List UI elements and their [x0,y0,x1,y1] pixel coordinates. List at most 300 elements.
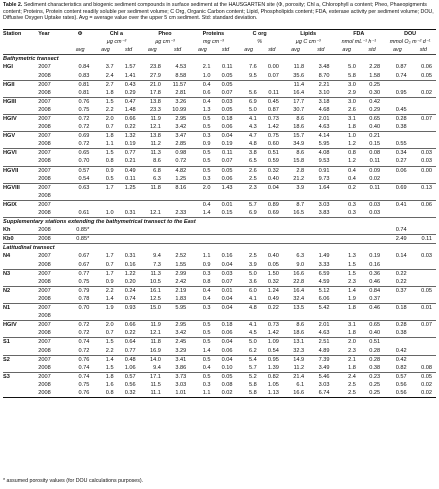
station-cell: N4 [3,253,11,260]
table-row [3,338,436,347]
value-cell: 8.58 [175,72,187,79]
year-cell: 2007 [38,132,67,141]
year-cell: 2008 [38,72,51,79]
table-row [3,321,436,330]
subhead-avg: avg [283,46,308,55]
value-cell: 0.75 [78,381,90,388]
value-cell: 0.89 [261,200,283,209]
year-cell: 2008 [38,389,67,398]
value-cell: 8.70 [318,72,330,79]
value-cell: 5.7 [237,200,261,209]
value-cell: 3.03 [318,381,330,388]
value-cell: 0.56 [384,389,410,398]
value-cell: 0.66 [118,321,140,330]
value-cell: 2.3 [237,183,261,192]
value-cell: 0.06 [384,166,410,175]
value-cell: 11.3 [140,269,165,278]
value-cell: 0.05 [221,106,233,113]
footnote: * assumed porosity values (for DOU calculations purposes). [3,478,144,484]
value-cell: 3.0 [333,97,359,106]
value-cell: 5.2 [237,372,261,381]
value-cell: 8.6 [283,149,308,158]
value-cell [411,106,436,115]
value-cell: 0.25 [369,381,381,388]
value-cell: 1.55 [175,261,187,268]
section-title: Supplementary stations extending the bathymetrical transect to the East [3,218,436,227]
value-cell: 0.11 [411,235,436,244]
value-cell [384,261,410,270]
value-cell: 0.5 [190,372,214,381]
table-row [3,89,436,98]
station-cell: HGIV [3,321,38,330]
station-cell: N1 [3,304,38,313]
value-cell [118,312,140,321]
value-cell: 0.76 [67,389,93,398]
value-cell: 1.4 [202,210,211,217]
value-cell: 1.5 [105,364,114,371]
value-cell: 1.4 [202,347,211,354]
value-cell: 2.8 [283,166,308,175]
station-cell [3,312,38,321]
value-cell: 11.2 [150,141,161,148]
value-cell [118,226,140,235]
station-cell [3,71,38,80]
value-cell: 0.84 [360,286,384,295]
value-cell: 0.91 [308,166,333,175]
value-cell [411,192,436,201]
value-cell: 0.72 [78,330,90,337]
value-cell: 0.20 [124,278,136,285]
value-cell: 1.8 [348,124,356,131]
value-cell [411,329,436,338]
value-cell: 0.85* [76,227,90,234]
value-cell: 0.05 [267,261,279,268]
value-cell: 4.08 [308,149,333,158]
table-row [3,295,436,304]
value-cell: 1.6 [105,381,114,388]
value-cell: 11.2 [293,364,305,371]
value-cell: 2.0 [333,338,359,347]
table-body [3,55,436,398]
value-cell: 2.45 [165,338,190,347]
value-cell: 3.42 [175,330,187,337]
year-cell: 2007 [38,149,67,158]
value-cell: 0.24 [118,286,140,295]
value-cell: 2.51 [308,338,333,347]
value-cell: 0.37 [384,286,410,295]
value-cell: 0.16 [221,253,233,260]
value-cell: 0.4 [190,97,214,106]
value-cell: 0.65 [67,149,93,158]
value-cell: 0.07 [267,72,279,79]
value-cell: 21.4 [283,372,308,381]
table-row [3,140,436,149]
table-row [3,209,436,218]
table-row [3,175,436,184]
caption-text: Sediment characteristics and biogenic sediment compounds in surface sediment at the HAUSGARTEN site (Φ, porosity; Chl a, Chlorophyll a content; Pheo, Phaeopigments content; Proteins, Protein content readily soluble per sediment volume; C Org, Organic Carbon content; Lipid, Phospholipids content; FDA, esterase activity per sediment volume; DOU, Diffusive Oxygen Uptake rates). Avg = average value over the upper 5 cm sediment. Std: standard deviation. [3,2,434,22]
value-cell: 6.3 [153,175,161,182]
value-cell: 0.83 [78,72,90,79]
year-cell: 2007 [38,304,67,313]
value-cell: 1.8 [348,364,356,371]
station-cell: N2 [3,286,38,295]
value-cell [67,312,93,321]
subhead-avg: avg [190,46,214,55]
value-cell [118,200,140,209]
value-cell: 5.12 [308,286,333,295]
value-cell: 0.40 [267,253,279,260]
value-cell: 1.3 [202,106,211,113]
table-row [3,346,436,355]
value-cell [165,226,190,235]
value-cell: 0.03 [214,97,236,106]
value-cell: 16.4 [283,286,308,295]
value-cell: 4.8 [248,141,257,148]
value-cell: 0.04 [214,304,236,313]
table-row [3,235,436,244]
value-cell [190,192,214,201]
value-cell: 3.83 [318,210,330,217]
value-cell: 1.09 [261,338,283,347]
value-cell: 4.63 [318,124,330,131]
value-cell: 0.08 [360,149,384,158]
value-cell [333,235,359,244]
value-cell: 0.48 [118,355,140,364]
value-cell: 0.82 [261,372,283,381]
value-cell: 0.04 [214,132,236,141]
value-cell: 0.93 [118,304,140,313]
subhead-std: std [118,46,140,55]
value-cell: 0.07 [221,89,233,96]
station-cell: HGIX [3,200,38,209]
value-cell: 2.2 [105,106,114,113]
value-cell: 0.57 [118,372,140,381]
value-cell [283,192,308,201]
value-cell: 2.5 [348,381,356,388]
value-cell: 0.22 [124,124,136,131]
value-cell: 6.74 [308,389,333,398]
unit-chl: µg cm⁻³ [106,39,127,46]
value-cell: 0.42 [384,355,410,364]
value-cell: 0.07 [221,158,233,165]
value-cell: 0.3 [190,132,214,141]
value-cell [140,312,165,321]
value-cell: 0.79 [67,286,93,295]
year-cell: 2008 [38,158,51,165]
value-cell: 0.4 [202,295,211,302]
subhead-std: std [411,46,436,55]
value-cell [118,192,140,201]
value-cell: 0.11 [214,149,236,158]
value-cell: 0.22 [395,278,407,285]
value-cell: 16.5 [293,210,305,217]
value-cell: 0.51 [261,149,283,158]
value-cell: 0.03 [360,200,384,209]
subhead-std: std [165,46,190,55]
value-cell: 0.25 [360,389,384,398]
value-cell: 1.7 [93,183,117,192]
table-row [3,381,436,389]
value-cell: 4.5 [248,330,257,337]
value-cell: 0.21 [360,132,384,141]
value-cell: 0.30 [369,89,381,96]
year-cell: 2008 [38,192,51,199]
value-cell: 8.6 [283,114,308,123]
station-cell [3,157,38,166]
value-cell [261,235,283,244]
value-cell: 2.5 [248,175,257,182]
value-cell: 1.64 [308,183,333,192]
value-cell: 0.32 [267,278,279,285]
value-cell: 0.77 [124,347,136,354]
year-cell: 2007 [38,286,67,295]
value-cell: 9.0 [296,261,305,268]
value-cell: 2.0 [93,321,117,330]
value-cell: 2.7 [93,80,117,89]
value-cell: 30.7 [293,106,305,113]
value-cell: 1.5 [348,261,356,268]
value-cell: 9.4 [153,364,161,371]
value-cell: 0.51 [360,338,384,347]
value-cell [384,175,410,184]
table-row [3,149,436,158]
value-cell: 1.13 [261,389,283,398]
unit-lipids: µg C cm⁻³ [295,39,321,46]
year-cell: 2007 [38,269,67,278]
value-cell: 0.22 [124,330,136,337]
value-cell: 0.28 [384,114,410,123]
value-cell: 3.03 [175,381,187,388]
value-cell: 5.8 [237,389,261,398]
value-cell: 0.00 [411,166,436,175]
value-cell: 0.4 [333,166,359,175]
value-cell [384,295,410,304]
value-cell [384,209,410,218]
value-cell: 0.67 [78,261,90,268]
subhead-avg: avg [237,46,261,55]
value-cell: 0.74 [395,227,407,234]
value-cell [283,226,308,235]
value-cell: 0.61 [78,210,90,217]
value-cell: 0.22 [384,269,410,278]
value-cell: 0.45 [395,106,407,113]
year-cell: 2008 [38,330,51,337]
value-cell: 2.2 [93,286,117,295]
value-cell: 1.7 [93,269,117,278]
data-table [3,29,436,398]
value-cell: 0.10 [221,364,233,371]
value-cell: 0.49 [118,166,140,175]
value-cell [411,140,436,149]
year-cell: 2007 [38,166,67,175]
value-cell: 1.41 [124,72,136,79]
value-cell: 1.8 [93,132,117,141]
value-cell: 0.65 [360,114,384,123]
value-cell: 0.8 [105,158,114,165]
header-proteins: Proteins [190,30,236,39]
value-cell: 4.14 [308,132,333,141]
value-cell: 3.9 [248,261,257,268]
year-cell: 2008 [38,313,51,320]
value-cell: 9.53 [318,158,330,165]
value-cell: 1.39 [267,364,279,371]
table-header [3,30,436,55]
table-row [3,389,436,398]
value-cell: 4.1 [248,295,257,302]
value-cell: 0.84 [78,64,90,71]
value-cell: 1.83 [175,295,187,302]
value-cell: 0.07 [411,114,436,123]
value-cell: 0.09 [360,166,384,175]
value-cell: 0.74 [67,338,93,347]
value-cell: 0.07 [411,321,436,330]
value-cell [118,235,140,244]
value-cell: 6.3 [296,253,305,260]
value-cell: 15.7 [283,132,308,141]
value-cell: 21.2 [293,175,305,182]
value-cell: 16.9 [150,347,161,354]
value-cell: 5.8 [348,72,356,79]
value-cell [384,97,410,106]
value-cell: 0.01 [214,200,236,209]
value-cell: 1.8 [105,89,114,96]
value-cell: 22.8 [293,278,305,285]
value-cell: 3.10 [318,89,330,96]
value-cell [237,80,261,89]
subhead-avg: avg [93,46,117,55]
value-cell: 11.57 [165,80,190,89]
header-year: Year [38,30,67,39]
value-cell: 18.6 [293,330,305,337]
value-cell: 0.64 [118,338,140,347]
year-cell: 2007 [38,355,67,364]
station-cell [3,123,38,132]
value-cell: 2.49 [384,235,410,244]
year-cell: 2008 [38,278,51,285]
station-cell: HGVII [3,166,38,175]
value-cell: 3.9 [283,183,308,192]
table-row [3,80,436,89]
value-cell: 0.5 [190,321,214,330]
value-cell: 0.05 [421,72,432,79]
value-cell [360,192,384,201]
value-cell: 8.6 [153,158,161,165]
value-cell: 23.8 [150,64,161,71]
subhead-avg: avg [384,46,410,55]
value-cell: 10.5 [150,278,161,285]
value-cell: 0.05 [411,372,436,381]
value-cell: 5.0 [348,64,356,71]
value-cell: 5.7 [248,364,257,371]
value-cell: 0.02 [421,381,432,388]
table-row [3,269,436,278]
station-cell: HGV [3,132,38,141]
value-cell: 0.02 [369,175,381,182]
year-cell: 2007 [38,338,67,347]
value-cell: 1.58 [369,72,381,79]
station-cell: HGIV [3,114,38,123]
value-cell: 0.32 [261,166,283,175]
station-cell: S1 [3,338,38,347]
value-cell: 0.38 [369,364,381,371]
value-cell: 12.1 [150,124,161,131]
value-cell [308,226,333,235]
value-cell: 2.6 [237,166,261,175]
value-cell: 0.78 [78,295,90,302]
station-cell: HGVI [3,149,38,158]
value-cell: 2.28 [369,64,381,71]
value-cell [190,312,214,321]
value-cell: 0.03 [411,149,436,158]
value-cell: 5.46 [308,372,333,381]
value-cell: 0.69 [384,183,410,192]
value-cell [165,312,190,321]
value-cell: 6.59 [308,269,333,278]
value-cell: 2.19 [165,286,190,295]
value-cell: 5.4 [237,355,261,364]
value-cell: 0.08 [221,381,233,388]
value-cell: 0.87 [267,106,279,113]
value-cell: 0.5 [190,166,214,175]
value-cell: 0.5 [202,158,211,165]
value-cell: 0.8 [333,149,359,158]
value-cell: 0.11 [360,183,384,192]
unit-pheo: µg cm⁻³ [155,39,175,46]
value-cell [237,192,261,201]
value-cell: 1.8 [93,372,117,381]
value-cell: 0.5 [190,355,214,364]
value-cell: 0.5 [202,330,211,337]
value-cell: 0.11 [222,64,233,71]
value-cell [214,235,236,244]
value-cell: 17.7 [283,97,308,106]
value-cell: 1.5 [93,338,117,347]
value-cell: 0.38 [395,124,407,131]
value-cell: 0.40 [369,330,381,337]
value-cell: 0.75 [78,278,90,285]
value-cell: 0.69 [267,210,279,217]
value-cell: 0.19 [124,141,136,148]
value-cell [411,80,436,89]
year-cell: 2007 [38,253,51,260]
value-cell: 0.06 [221,330,233,337]
value-cell: 0.8 [202,278,211,285]
value-cell: 4.68 [318,106,330,113]
value-cell: 0.4 [190,80,214,89]
value-cell: 1.05 [267,381,279,388]
year-cell: 2008 [38,347,51,354]
year-cell: 2008 [38,89,51,96]
station-cell [3,192,38,201]
value-cell: 0.06 [421,64,432,71]
value-cell: 5.0 [237,269,261,278]
station-cell [3,346,38,355]
table-row [3,261,436,270]
value-cell: 5.95 [165,304,190,313]
value-cell: 35.6 [293,72,305,79]
value-cell: 16.6 [283,389,308,398]
value-cell: 0.74 [78,364,90,371]
value-cell [333,226,359,235]
value-cell: 6.0 [237,286,261,295]
value-cell: 0.56 [395,381,407,388]
value-cell: 0.70 [78,158,90,165]
value-cell: 0.73 [261,114,283,123]
subhead-std: std [214,46,236,55]
value-cell: 0.65 [360,321,384,330]
value-cell: 0.81 [78,89,90,96]
value-cell: 0.05 [214,372,236,381]
